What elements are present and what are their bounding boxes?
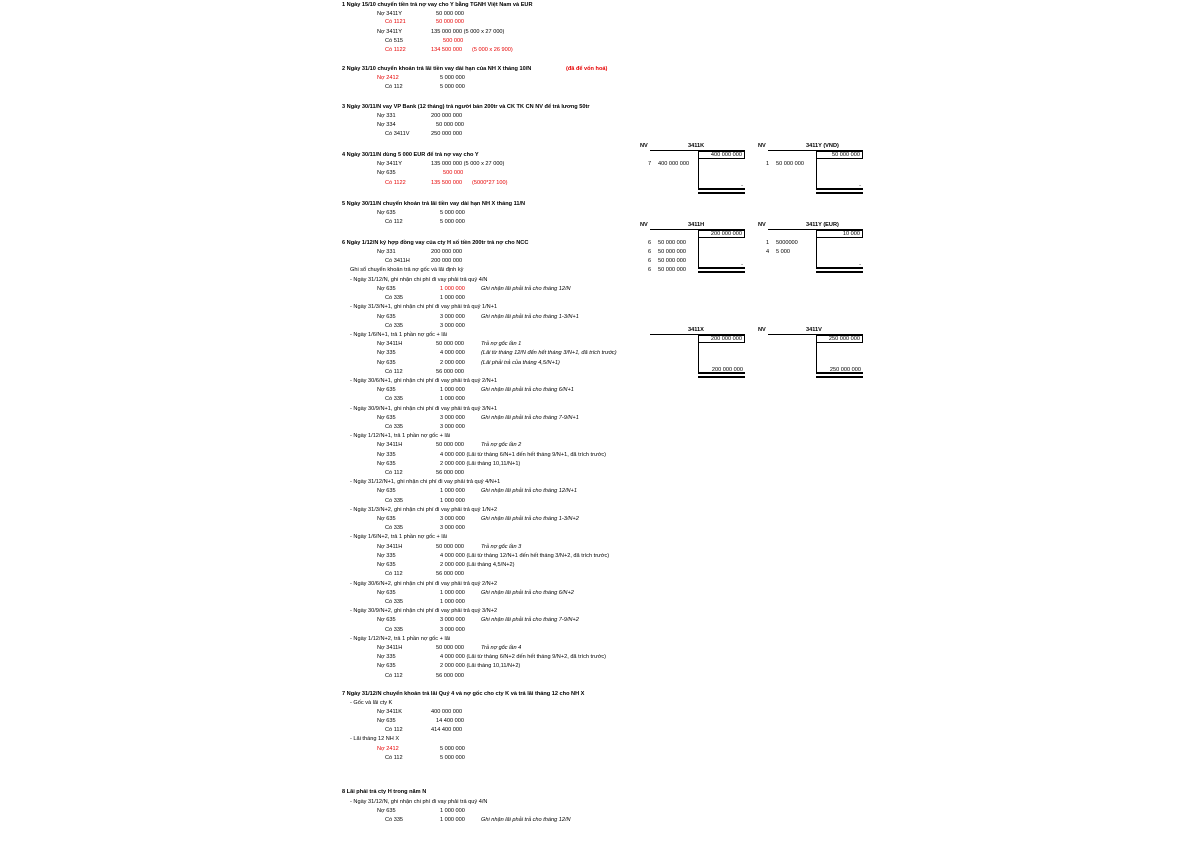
t-account-name: 3411X xyxy=(688,327,704,333)
journal-line: Có 335 xyxy=(385,323,404,329)
journal-line: Nợ 335 xyxy=(377,452,396,458)
journal-line: 5 000 000 xyxy=(440,746,465,752)
journal-line: 50 000 000 xyxy=(436,341,464,347)
journal-line: 1 000 000 xyxy=(440,817,465,823)
journal-line: 5 000 000 xyxy=(440,84,465,90)
journal-line: 50 000 000 xyxy=(436,122,464,128)
journal-line: 56 000 000 xyxy=(436,673,464,679)
t-account-debit-nv: 6 xyxy=(648,267,652,273)
journal-line: 1 000 000 xyxy=(440,808,465,814)
journal-line: 134 500 000 xyxy=(431,47,463,53)
t-account-name: 3411K xyxy=(688,143,705,149)
journal-line: 1 000 000 xyxy=(440,590,465,596)
journal-line: 5 000 000 xyxy=(440,210,465,216)
t-account-nv-label: NV xyxy=(640,222,648,228)
t-account xyxy=(640,327,745,382)
journal-line: Nợ 3411H xyxy=(377,442,403,448)
t-account-debit-amount: 5000000 xyxy=(776,240,798,246)
journal-line: Nợ 3411Y xyxy=(377,11,403,17)
t-account-nv-label: NV xyxy=(758,327,766,333)
journal-line: 200 000 000 xyxy=(431,249,463,255)
journal-line: Có 112 xyxy=(385,755,403,761)
journal-line: Nợ 635 xyxy=(377,415,396,421)
journal-line: Nợ 335 xyxy=(377,350,396,356)
t-account-name: 3411Y (VND) xyxy=(806,143,839,149)
journal-line: 5 000 000 xyxy=(440,755,465,761)
journal-line: 8 Lãi phải trả cty H trong năm N xyxy=(342,789,427,795)
journal-line: Có 112 xyxy=(385,369,403,375)
journal-line: 135 500 000 xyxy=(431,180,463,186)
journal-line: Nợ 635 xyxy=(377,562,396,568)
journal-line: 3 000 000 xyxy=(440,323,465,329)
journal-line: - Ngày 1/6/N+2, trả 1 phần nợ gốc + lãi xyxy=(350,534,447,540)
journal-line: 50 000 000 xyxy=(436,544,464,550)
t-account-debit-amount: 50 000 000 xyxy=(776,161,804,167)
journal-line: 400 000 000 xyxy=(431,709,463,715)
t-account-nv-label: NV xyxy=(640,143,648,149)
t-account-debit-nv: 4 xyxy=(766,249,770,255)
journal-line: 1 Ngày 15/10 chuyển tiền trả nợ vay cho Y bằng TGNH Việt Nam và EUR xyxy=(342,2,533,8)
journal-line: 4 000 000 (Lãi từ tháng 6/N+2 đến hết tháng 9/N+2, đã trích trước) xyxy=(440,654,607,660)
journal-line: 3 000 000 xyxy=(440,627,465,633)
journal-line: Có 515 xyxy=(385,38,404,44)
journal-line: Nợ 331 xyxy=(377,249,396,255)
journal-line: Ghi nhận lãi phải trả cho tháng 6/N+2 xyxy=(481,590,574,596)
t-account-credit-total: - xyxy=(741,183,743,189)
journal-line: Có 335 xyxy=(385,498,404,504)
journal-line: Có 112 xyxy=(385,219,403,225)
t-account-opening-balance: 200 000 000 xyxy=(698,230,745,238)
journal-line: 56 000 000 xyxy=(436,470,464,476)
t-account-double-rule xyxy=(698,376,745,378)
journal-line: (Lãi phải trả của tháng 4,5/N+1) xyxy=(481,360,560,366)
t-account-debit-nv: 6 xyxy=(648,240,652,246)
journal-line: Nợ 3411Y xyxy=(377,29,403,35)
t-account-debit-nv: 6 xyxy=(648,258,652,264)
journal-line: - Ngày 1/12/N+1, trả 1 phần nợ gốc + lãi xyxy=(350,433,451,439)
journal-line: Nợ 3411H xyxy=(377,341,403,347)
journal-line: Ghi sổ chuyển khoản trả nợ gốc và lãi định kỳ xyxy=(350,267,464,273)
t-account xyxy=(640,143,745,198)
journal-line: - Ngày 30/6/N+1, ghi nhận chi phí đi vay phải trả quý 2/N+1 xyxy=(350,378,498,384)
journal-line: Nợ 635 xyxy=(377,663,396,669)
journal-line: 4 Ngày 30/11/N dùng 5 000 EUR để trả nợ vay cho Y xyxy=(342,152,479,158)
journal-line: Có 335 xyxy=(385,424,404,430)
journal-line: - Ngày 31/12/N, ghi nhận chi phí đi vay phải trả quý 4/N xyxy=(350,277,488,283)
t-account-credit-total: 200 000 000 xyxy=(711,367,743,373)
journal-line: 4 000 000 (Lãi từ tháng 6/N+1 đến hết tháng 9/N+1, đã trích trước) xyxy=(440,452,607,458)
journal-line: 1 000 000 xyxy=(440,396,465,402)
t-account-debit-amount: 50 000 000 xyxy=(658,249,686,255)
journal-line: Ghi nhận lãi phải trả cho tháng 7-9/N+1 xyxy=(481,415,579,421)
t-account xyxy=(758,222,863,277)
journal-line: 1 000 000 xyxy=(440,295,465,301)
journal-line: - Ngày 31/3/N+2, ghi nhận chi phí đi vay phải trả quý 1/N+2 xyxy=(350,507,498,513)
journal-line: Có 335 xyxy=(385,396,404,402)
journal-line: Có 335 xyxy=(385,817,404,823)
journal-line: Nợ 3411H xyxy=(377,645,403,651)
journal-line: - Ngày 30/6/N+2, ghi nhận chi phí đi vay phải trả quý 2/N+2 xyxy=(350,581,498,587)
t-account-nv-label: NV xyxy=(758,143,766,149)
journal-line: Có 112 xyxy=(385,470,403,476)
t-account-name: 3411Y (EUR) xyxy=(806,222,839,228)
journal-line: 7 Ngày 31/12/N chuyển khoản trả lãi Quý 4 và nợ gốc cho cty K và trả lãi tháng 12 cho NH X xyxy=(342,691,585,697)
t-account-credit-total: - xyxy=(741,262,743,268)
journal-line: 500 000 xyxy=(443,38,464,44)
t-account-debit-nv: 1 xyxy=(766,161,770,167)
journal-line: Trả nợ gốc lần 4 xyxy=(481,645,522,651)
journal-line: Ghi nhận lãi phải trả cho tháng 12/N xyxy=(481,817,571,823)
journal-line: Nợ 635 xyxy=(377,461,396,467)
t-account xyxy=(758,327,863,382)
journal-line: 2 000 000 xyxy=(440,360,465,366)
t-account-double-rule xyxy=(698,192,745,194)
t-account-opening-balance: 50 000 000 xyxy=(816,151,863,159)
journal-line: Nợ 635 xyxy=(377,210,396,216)
journal-line: 1 000 000 xyxy=(440,387,465,393)
t-account xyxy=(758,143,863,198)
t-account-opening-balance: 250 000 000 xyxy=(816,335,863,343)
journal-line: 2 000 000 (Lãi tháng 10,11/N+1) xyxy=(440,461,521,467)
journal-line: - Ngày 1/6/N+1, trả 1 phần nợ gốc + lãi xyxy=(350,332,447,338)
journal-line: (5000*27 100) xyxy=(472,180,508,186)
journal-line: Nợ 635 xyxy=(377,488,396,494)
journal-line: 1 000 000 xyxy=(440,286,465,292)
journal-line: Nợ 635 xyxy=(377,718,396,724)
journal-line: - Ngày 1/12/N+2, trả 1 phần nợ gốc + lãi xyxy=(350,636,451,642)
journal-line: Trả nợ gốc lần 1 xyxy=(481,341,522,347)
journal-line: Trả nợ gốc lần 3 xyxy=(481,544,522,550)
journal-line: 250 000 000 xyxy=(431,131,463,137)
journal-line: Nợ 635 xyxy=(377,617,396,623)
journal-line: 5 000 000 xyxy=(440,219,465,225)
journal-line: 5 Ngày 30/11/N chuyển khoản trả lãi tiền vay dài hạn NH X tháng 11/N xyxy=(342,201,526,207)
t-account-double-rule xyxy=(816,192,863,194)
journal-line: Ghi nhận lãi phải trả cho tháng 7-9/N+2 xyxy=(481,617,579,623)
journal-line: Có 112 xyxy=(385,84,403,90)
journal-line: 50 000 000 xyxy=(436,442,464,448)
t-account-double-rule xyxy=(816,271,863,273)
journal-line: Nợ 335 xyxy=(377,654,396,660)
journal-line: 3 000 000 xyxy=(440,525,465,531)
journal-line: Có 3411H xyxy=(385,258,410,264)
journal-line: 2 000 000 (Lãi tháng 4,5/N+2) xyxy=(440,562,515,568)
journal-line: 56 000 000 xyxy=(436,369,464,375)
journal-line: 135 000 000 (5 000 x 27 000) xyxy=(431,29,505,35)
journal-line: Nợ 635 xyxy=(377,360,396,366)
journal-line: 5 000 000 xyxy=(440,75,465,81)
t-account-debit-amount: 50 000 000 xyxy=(658,267,686,273)
journal-line: Có 1121 xyxy=(385,19,406,25)
journal-line: - Ngày 31/12/N, ghi nhận chi phí đi vay phải trả quý 4/N xyxy=(350,799,488,805)
t-account xyxy=(640,222,745,277)
journal-line: - Ngày 31/12/N+1, ghi nhận chi phí đi vay phải trả quý 4/N+1 xyxy=(350,479,501,485)
journal-line: Ghi nhận lãi phải trả cho tháng 12/N xyxy=(481,286,571,292)
journal-line: Có 335 xyxy=(385,627,404,633)
journal-line: 50 000 000 xyxy=(436,11,464,17)
journal-line: - Ngày 30/9/N+1, ghi nhận chi phí đi vay phải trả quý 3/N+1 xyxy=(350,406,498,412)
journal-line: Nợ 635 xyxy=(377,170,396,176)
journal-line: 414 400 000 xyxy=(431,727,463,733)
journal-line: - Ngày 30/9/N+2, ghi nhận chi phí đi vay phải trả quý 3/N+2 xyxy=(350,608,498,614)
t-account-credit-total: - xyxy=(859,183,861,189)
journal-line: Nợ 334 xyxy=(377,122,396,128)
journal-line: 2 000 000 (Lãi tháng 10,11/N+2) xyxy=(440,663,521,669)
t-account-debit-amount: 5 000 xyxy=(776,249,790,255)
journal-line: 3 000 000 xyxy=(440,424,465,430)
journal-line: 3 000 000 xyxy=(440,314,465,320)
t-account-name: 3411H xyxy=(688,222,705,228)
t-account-debit-amount: 400 000 000 xyxy=(658,161,690,167)
t-account-debit-nv: 6 xyxy=(648,249,652,255)
journal-line: Nợ 635 xyxy=(377,286,396,292)
journal-line: 1 000 000 xyxy=(440,599,465,605)
journal-line: Nợ 335 xyxy=(377,553,396,559)
journal-line: (5 000 x 26 900) xyxy=(472,47,513,53)
journal-line: Có 112 xyxy=(385,571,403,577)
journal-line: 200 000 000 xyxy=(431,113,463,119)
journal-line: Có 3411V xyxy=(385,131,410,137)
journal-line: 3 000 000 xyxy=(440,617,465,623)
journal-line: Nợ 331 xyxy=(377,113,396,119)
journal-line: Nợ 3411Y xyxy=(377,161,403,167)
journal-line: Nợ 635 xyxy=(377,516,396,522)
journal-line: Nợ 635 xyxy=(377,387,396,393)
journal-line: Nợ 2412 xyxy=(377,75,399,81)
t-account-nv-label: NV xyxy=(758,222,766,228)
journal-line: 4 000 000 xyxy=(440,350,465,356)
t-account-debit-amount: 50 000 000 xyxy=(658,258,686,264)
journal-line: 6 Ngày 1/12/N ký hợp đồng vay của cty H số tiền 200tr trả nợ cho NCC xyxy=(342,240,529,246)
t-account-double-rule xyxy=(816,376,863,378)
journal-line: 2 Ngày 31/10 chuyển khoản trả lãi tiền vay dài hạn của NH X tháng 10/N xyxy=(342,66,532,72)
journal-line: - Ngày 31/3/N+1, ghi nhận chi phí đi vay phải trả quý 1/N+1 xyxy=(350,304,498,310)
journal-line: Nợ 635 xyxy=(377,590,396,596)
journal-line: Có 112 xyxy=(385,727,403,733)
t-account-name: 3411V xyxy=(806,327,822,333)
journal-line: Trả nợ gốc lần 2 xyxy=(481,442,522,448)
journal-line: Có 335 xyxy=(385,525,404,531)
t-account-opening-balance: 10 000 xyxy=(816,230,863,238)
journal-line: Ghi nhận lãi phải trả cho tháng 12/N+1 xyxy=(481,488,577,494)
journal-line: Có 112 xyxy=(385,673,403,679)
t-account-opening-balance: 200 000 000 xyxy=(698,335,745,343)
journal-line: Ghi nhận lãi phải trả cho tháng 1-3/N+1 xyxy=(481,314,579,320)
t-account-credit-total: 250 000 000 xyxy=(829,367,861,373)
journal-line: 3 000 000 xyxy=(440,415,465,421)
t-account-debit-nv: 7 xyxy=(648,161,652,167)
journal-line: 3 Ngày 30/11/N vay VP Bank (12 tháng) trả người bán 200tr và CK TK CN NV để trả lương 50tr xyxy=(342,104,590,110)
journal-line: 200 000 000 xyxy=(431,258,463,264)
journal-line: Có 1122 xyxy=(385,180,406,186)
journal-line: Ghi nhận lãi phải trả cho tháng 6/N+1 xyxy=(481,387,574,393)
journal-line: 56 000 000 xyxy=(436,571,464,577)
journal-line: Nợ 2412 xyxy=(377,746,399,752)
journal-line: 14 400 000 xyxy=(436,718,464,724)
journal-line: 135 000 000 (5 000 x 27 000) xyxy=(431,161,505,167)
journal-line: (Lãi từ tháng 12/N đến hết tháng 3/N+1, đã trích trước) xyxy=(481,350,617,356)
t-account-double-rule xyxy=(698,271,745,273)
t-account-credit-total: - xyxy=(859,262,861,268)
journal-line: 500 000 xyxy=(443,170,464,176)
journal-line: (đã để vốn hoá) xyxy=(566,66,608,72)
journal-line: Nợ 3411H xyxy=(377,544,403,550)
journal-line: Có 1122 xyxy=(385,47,406,53)
journal-line: 4 000 000 (Lãi từ tháng 12/N+1 đến hết tháng 3/N+2, đã trích trước) xyxy=(440,553,610,559)
t-account-debit-nv: 1 xyxy=(766,240,770,246)
journal-line: 1 000 000 xyxy=(440,498,465,504)
journal-line: - Lãi tháng 12 NH X xyxy=(350,736,400,742)
journal-line: Có 335 xyxy=(385,599,404,605)
journal-line: 1 000 000 xyxy=(440,488,465,494)
journal-line: Có 335 xyxy=(385,295,404,301)
journal-line: 50 000 000 xyxy=(436,645,464,651)
journal-line: Ghi nhận lãi phải trả cho tháng 1-3/N+2 xyxy=(481,516,579,522)
journal-line: 3 000 000 xyxy=(440,516,465,522)
journal-line: Nợ 635 xyxy=(377,314,396,320)
t-account-debit-amount: 50 000 000 xyxy=(658,240,686,246)
t-account-opening-balance: 400 000 000 xyxy=(698,151,745,159)
journal-line: Nợ 3411K xyxy=(377,709,403,715)
journal-line: - Gốc và lãi cty K xyxy=(350,700,393,706)
journal-line: Nợ 635 xyxy=(377,808,396,814)
journal-line: 50 000 000 xyxy=(436,19,464,25)
